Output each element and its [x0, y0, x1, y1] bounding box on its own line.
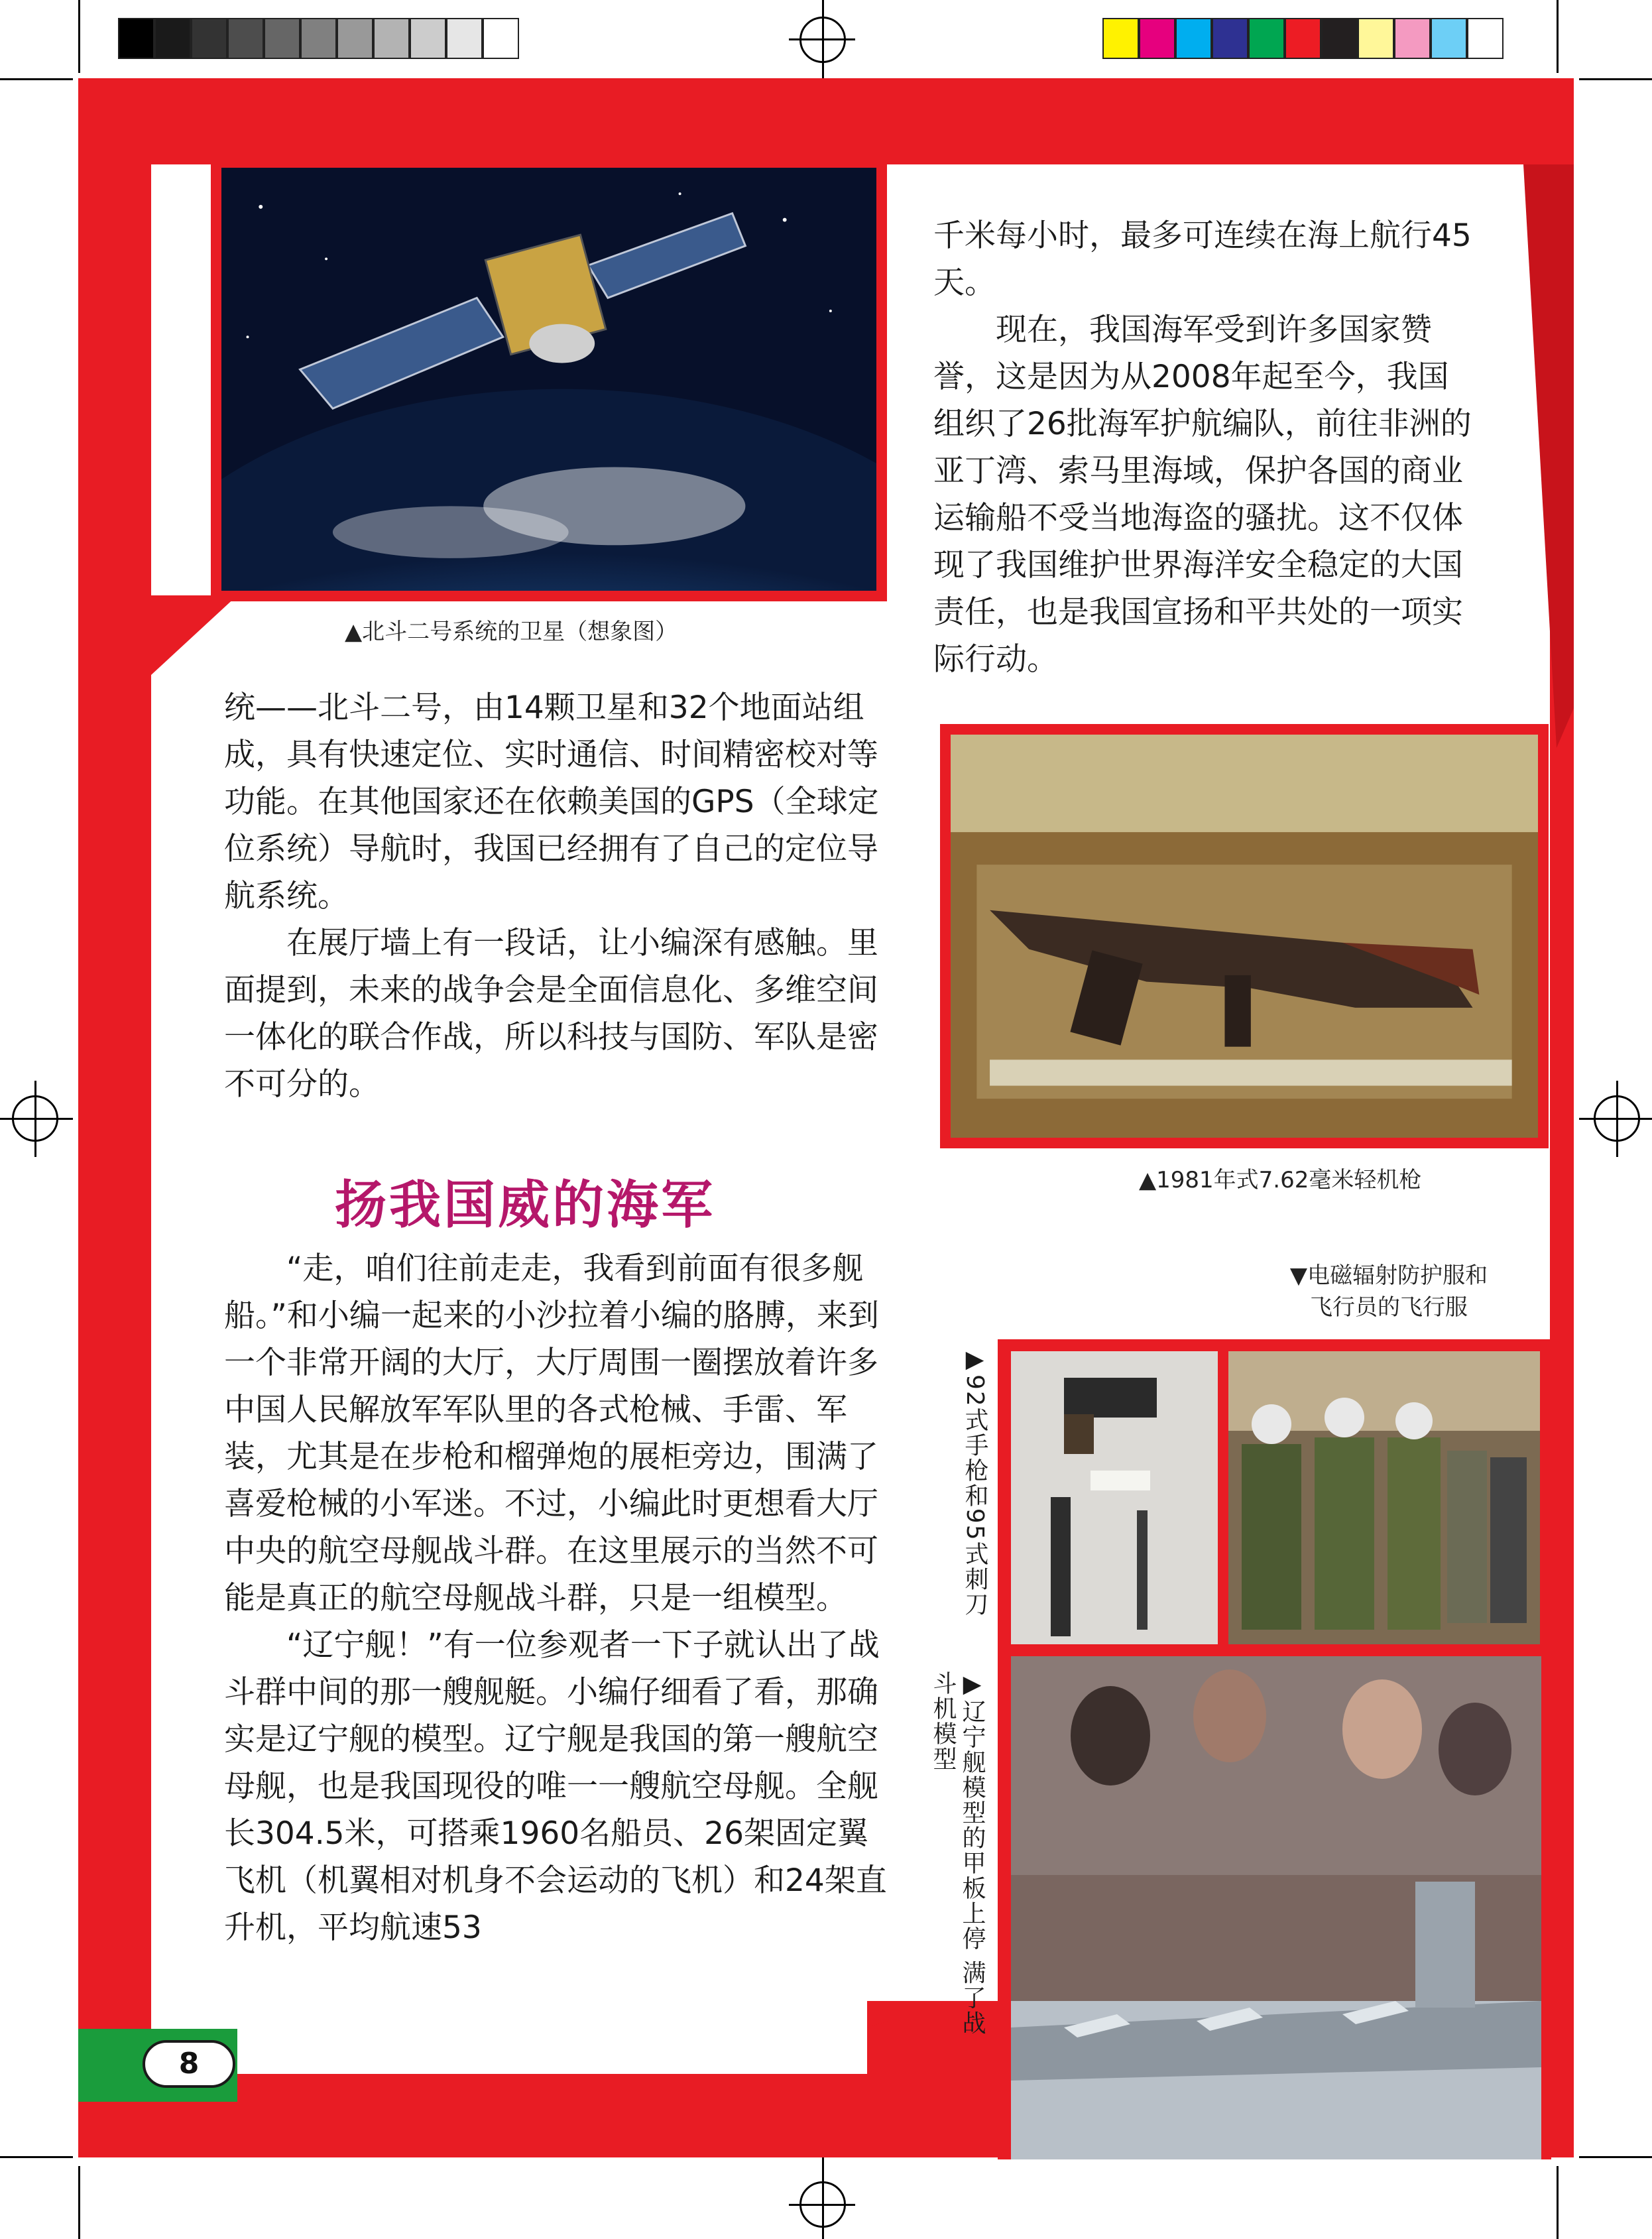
left-column-text-top [224, 684, 894, 1108]
crop-line [34, 1081, 36, 1157]
trim-line [0, 2156, 73, 2158]
carrier-caption-line-2: 满了战斗机模型 [929, 1671, 986, 2036]
left-paragraph-4: “辽宁舰！”有一位参观者一下子就认出了战斗群中间的那一艘舰艇。小编仔细看了看，那确实是辽宁舰的模型。辽宁舰是我国的第一艘航空母舰，也是我国现役的唯一一艘航空母舰。全舰长304.5米，可搭乘1960名船员、26架固定翼飞机（机翼相对机身不会运动的飞机）和24架直升机，平均航速53 [224, 1627, 887, 1946]
left-column-text-bottom [224, 1245, 894, 1951]
uniforms-caption-line-2: 飞行员的飞行服 [1310, 1294, 1468, 1321]
color-swatch [118, 18, 154, 59]
crop-line [822, 2155, 824, 2239]
color-swatch [1248, 18, 1285, 59]
uniforms-illustration [1228, 1351, 1540, 1644]
page-number: 8 [178, 2047, 200, 2081]
color-swatch [300, 18, 337, 59]
color-swatch [1358, 18, 1394, 59]
trim-line [1557, 0, 1559, 73]
gray-swatch-strip [118, 18, 519, 59]
trim-line [78, 0, 80, 73]
crop-line [1579, 1118, 1652, 1120]
satellite-illustration [221, 168, 876, 591]
trim-line [1579, 78, 1652, 80]
trim-line [1557, 2166, 1559, 2239]
right-column-text [933, 212, 1477, 683]
satellite-caption: ▲北斗二号系统的卫星（想象图） [345, 619, 678, 645]
photo-collage [998, 1339, 1551, 2159]
right-paragraph-2: 现在，我国海军受到许多国家赞誉，这是因为从2008年起至今，我国组织了26批海军护航编队，前往非洲的亚丁湾、索马里海域，保护各国的商业运输船不受当地海盗的骚扰。这不仅体现了我国维护世界海洋安全稳定的大国责任，也是我国宣扬和平共处的一项实际行动。 [933, 312, 1472, 678]
trim-line [0, 78, 73, 80]
color-swatch [410, 18, 446, 59]
left-paragraph-3: “走，咱们往前走走，我看到前面有很多舰船。”和小编一起来的小沙拉着小编的胳膊，来到一个非常开阔的大厅，大厅周围一圈摆放着许多中国人民解放军军队里的各式枪械、手雷、军装，尤其是在步枪和榴弹炮的展柜旁边，围满了喜爱枪械的小军迷。不过，小编此时更想看大厅中央的航空母舰战斗群。在这里展示的当然不可能是真正的航空母舰战斗群，只是一组模型。 [224, 1250, 879, 1616]
left-paragraph-2: 在展厅墙上有一段话，让小编深有感触。里面提到，未来的战争会是全面信息化、多维空间一体化的联合作战，所以科技与国防、军队是密不可分的。 [224, 925, 878, 1103]
left-paragraph-1: 统——北斗二号，由14颗卫星和32个地面站组成，具有快速定位、实时通信、时间精密校对等功能。在其他国家还在依赖美国的GPS（全球定位系统）导航时，我国已经拥有了自己的定位导航系统。 [224, 690, 879, 914]
color-swatch [373, 18, 410, 59]
crop-line [0, 1118, 73, 1120]
color-swatch [1285, 18, 1321, 59]
crop-line [1616, 1081, 1618, 1157]
pistol-illustration [1011, 1351, 1218, 1644]
pistol-caption: ▶92式手枪和95式刺刀 [961, 1346, 988, 1617]
carrier-illustration [1011, 1656, 1541, 2159]
uniforms-caption [1230, 1260, 1548, 1323]
color-swatch [1467, 18, 1504, 59]
trim-line [1579, 2156, 1652, 2158]
machine-gun-illustration [951, 735, 1538, 1138]
trim-line [78, 2166, 80, 2239]
uniforms-photo [1228, 1351, 1540, 1644]
color-swatch [191, 18, 227, 59]
machine-gun-photo [940, 724, 1549, 1148]
color-swatch [154, 18, 191, 59]
page-number-badge [143, 2040, 235, 2088]
color-swatch [1139, 18, 1175, 59]
carrier-caption-line-1: ▶辽宁舰模型的甲板上停 [959, 1671, 986, 1951]
crop-line [789, 2204, 855, 2206]
color-swatch [446, 18, 483, 59]
pistol-bayonet-photo [1011, 1351, 1218, 1644]
color-swatch [1394, 18, 1431, 59]
color-swatch-strip [1102, 18, 1504, 59]
section-heading: 扬我国威的海军 [335, 1175, 716, 1235]
color-swatch [1175, 18, 1212, 59]
carrier-model-photo [1011, 1656, 1541, 2159]
color-swatch [337, 18, 373, 59]
color-swatch [264, 18, 300, 59]
right-paragraph-1: 千米每小时，最多可连续在海上航行45天。 [933, 217, 1472, 301]
machine-gun-caption: ▲1981年式7.62毫米轻机枪 [1139, 1167, 1422, 1193]
color-swatch [1431, 18, 1467, 59]
crop-line [789, 38, 855, 40]
carrier-caption [928, 1671, 986, 2042]
color-swatch [1321, 18, 1358, 59]
color-swatch [1102, 18, 1139, 59]
color-swatch [227, 18, 264, 59]
satellite-photo [211, 157, 887, 601]
color-swatch [1212, 18, 1248, 59]
uniforms-caption-line-1: ▼电磁辐射防护服和 [1289, 1262, 1488, 1289]
color-swatch [483, 18, 519, 59]
